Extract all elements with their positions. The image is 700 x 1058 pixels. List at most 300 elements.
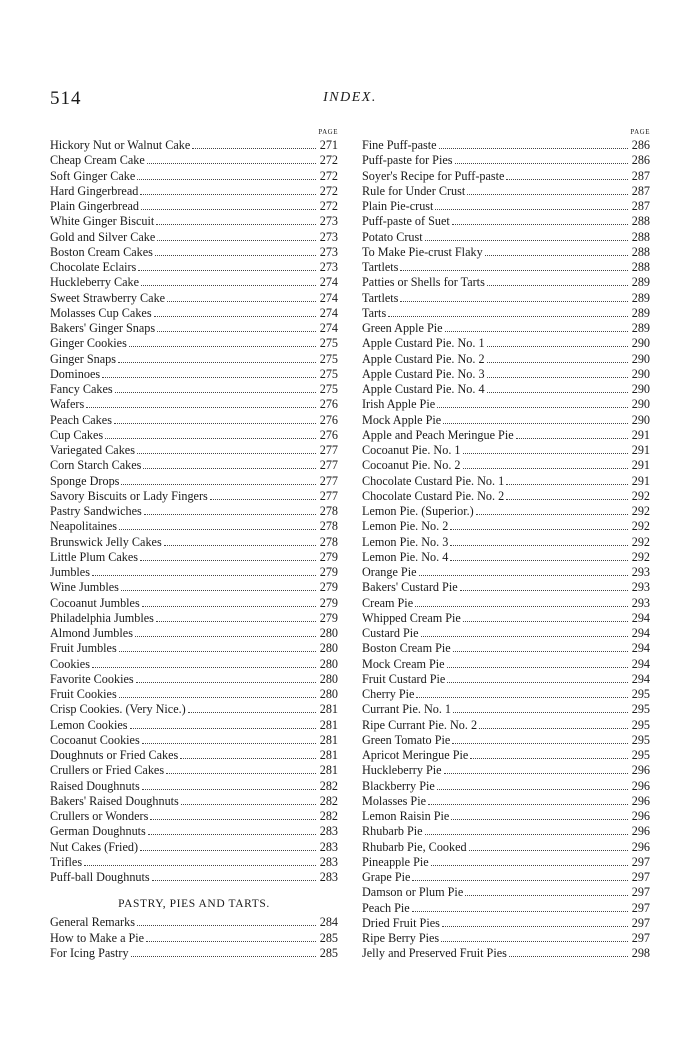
entry-page-number: 289 xyxy=(631,275,650,290)
entry-page-number: 294 xyxy=(631,641,650,656)
entry-page-number: 282 xyxy=(319,793,338,808)
entry-page-number: 278 xyxy=(319,519,338,534)
dot-leader xyxy=(419,565,629,576)
entry-page-number: 288 xyxy=(631,229,650,244)
entry-page-number: 281 xyxy=(319,763,338,778)
dot-leader xyxy=(451,809,628,820)
dot-leader xyxy=(485,245,628,256)
dot-leader xyxy=(150,809,316,820)
entry-page-number: 280 xyxy=(319,626,338,640)
entry-page-number: 275 xyxy=(319,382,338,396)
index-entry xyxy=(362,901,650,916)
index-entry xyxy=(362,275,650,290)
index-entry xyxy=(362,885,650,900)
dot-leader xyxy=(114,413,316,424)
dot-leader xyxy=(487,275,628,286)
index-entry xyxy=(50,230,338,245)
entry-page-number: 281 xyxy=(319,717,338,732)
dot-leader xyxy=(460,580,628,591)
entry-label: Gold and Silver Cake xyxy=(50,229,156,244)
page-column-label: PAGE xyxy=(318,128,338,136)
index-entry xyxy=(50,397,338,412)
entry-label: Apple Custard Pie. No. 2 xyxy=(362,351,485,366)
index-entry xyxy=(362,474,650,489)
entry-page-number: 274 xyxy=(319,305,338,320)
dot-leader xyxy=(118,352,316,363)
entry-page-number: 295 xyxy=(631,717,650,732)
entry-label: Fruit Cookies xyxy=(50,687,117,701)
entry-page-number: 276 xyxy=(319,427,338,442)
entry-label: Sweet Strawberry Cake xyxy=(50,290,166,305)
index-entry xyxy=(50,367,338,382)
index-entry xyxy=(50,565,338,580)
entry-label: Little Plum Cakes xyxy=(50,549,139,564)
entry-label: Fruit Jumbles xyxy=(50,641,117,656)
entry-page-number: 293 xyxy=(631,595,650,610)
entry-page-number: 280 xyxy=(319,641,338,656)
index-entry xyxy=(50,794,338,809)
index-entry xyxy=(50,687,338,702)
dot-leader xyxy=(92,657,316,668)
entry-page-number: 272 xyxy=(319,153,338,168)
dot-leader xyxy=(412,870,628,881)
index-entry xyxy=(50,458,338,473)
dot-leader xyxy=(115,382,316,393)
entry-page-number: 280 xyxy=(319,687,338,701)
dot-leader xyxy=(210,489,316,500)
entry-page-number: 291 xyxy=(631,458,650,473)
index-entry xyxy=(362,748,650,763)
entry-label: Pastry Sandwiches xyxy=(50,504,142,518)
entry-label: Ginger Cookies xyxy=(50,336,127,351)
dot-leader xyxy=(467,184,628,195)
entry-page-number: 280 xyxy=(319,671,338,686)
dot-leader xyxy=(506,489,628,500)
index-entry xyxy=(50,291,338,306)
entry-label: Bakers' Custard Pie xyxy=(362,580,458,595)
index-entry xyxy=(362,535,650,550)
dot-leader xyxy=(143,458,316,469)
dot-leader xyxy=(453,641,628,652)
entry-label: Lemon Raisin Pie xyxy=(362,809,450,823)
entry-label: Hard Gingerbread xyxy=(50,183,139,198)
dot-leader xyxy=(188,702,316,713)
dot-leader xyxy=(180,748,316,759)
index-entry xyxy=(362,199,650,214)
index-entry xyxy=(50,535,338,550)
dot-leader xyxy=(136,672,316,683)
entry-label: Cocoanut Pie. No. 1 xyxy=(362,443,461,457)
dot-leader xyxy=(152,870,316,881)
dot-leader xyxy=(141,199,316,210)
entry-page-number: 291 xyxy=(631,473,650,488)
entry-page-number: 297 xyxy=(631,854,650,869)
entry-label: Rhubarb Pie xyxy=(362,824,423,839)
dot-leader xyxy=(463,458,628,469)
dot-leader xyxy=(140,184,316,195)
entry-page-number: 296 xyxy=(631,824,650,839)
entry-label: Puff-ball Doughnuts xyxy=(50,870,150,884)
dot-leader xyxy=(412,901,628,912)
dot-leader xyxy=(147,153,316,164)
entry-label: Cocoanut Cookies xyxy=(50,732,140,747)
entry-page-number: 298 xyxy=(631,946,650,961)
entry-label: Cup Cakes xyxy=(50,427,104,442)
dot-leader xyxy=(415,596,628,607)
entry-label: Cheap Cream Cake xyxy=(50,153,145,168)
dot-leader xyxy=(388,306,628,317)
section-title: PASTRY, PIES AND TARTS. xyxy=(118,898,270,911)
dot-leader xyxy=(452,214,628,225)
entry-label: Cherry Pie xyxy=(362,687,415,701)
index-entry xyxy=(362,733,650,748)
index-entry xyxy=(362,245,650,260)
index-entry xyxy=(362,641,650,656)
index-entry xyxy=(362,824,650,839)
entry-label: Fruit Custard Pie xyxy=(362,671,446,686)
entry-page-number: 283 xyxy=(319,854,338,869)
entry-page-number: 295 xyxy=(631,748,650,762)
entry-label: Dried Fruit Pies xyxy=(362,915,440,930)
entry-page-number: 286 xyxy=(631,138,650,152)
entry-page-number: 274 xyxy=(319,290,338,305)
entry-label: Soyer's Recipe for Puff-paste xyxy=(362,168,505,183)
entry-page-number: 287 xyxy=(631,168,650,183)
entry-page-number: 283 xyxy=(319,870,338,884)
entry-label: Potato Crust xyxy=(362,229,423,244)
page-header xyxy=(50,88,650,112)
dot-leader xyxy=(121,474,316,485)
dot-leader xyxy=(84,855,316,866)
dot-leader xyxy=(450,535,628,546)
entry-label: Rule for Under Crust xyxy=(362,183,466,198)
dot-leader xyxy=(450,550,628,561)
dot-leader xyxy=(137,169,316,180)
entry-label: Savory Biscuits or Lady Fingers xyxy=(50,488,208,503)
entry-page-number: 273 xyxy=(319,229,338,244)
dot-leader xyxy=(439,138,628,149)
entry-label: Whipped Cream Pie xyxy=(362,610,461,625)
entry-page-number: 285 xyxy=(319,945,338,960)
index-entry xyxy=(50,855,338,870)
entry-label: Green Tomato Pie xyxy=(362,732,451,747)
index-entry xyxy=(50,352,338,367)
index-entry xyxy=(50,931,338,946)
entry-label: Apple and Peach Meringue Pie xyxy=(362,427,514,442)
index-entry xyxy=(362,809,650,824)
index-entry xyxy=(362,519,650,534)
entry-page-number: 296 xyxy=(631,839,650,854)
index-entry xyxy=(50,840,338,855)
index-entry xyxy=(362,916,650,931)
entry-label: Patties or Shells for Tarts xyxy=(362,275,485,290)
entry-page-number: 294 xyxy=(631,626,650,640)
entry-page-number: 277 xyxy=(319,488,338,503)
page-column-label: PAGE xyxy=(630,128,650,136)
entry-label: Huckleberry Cake xyxy=(50,275,139,290)
index-entry xyxy=(50,199,338,214)
entry-label: Cream Pie xyxy=(362,595,414,610)
dot-leader xyxy=(447,672,628,683)
index-entry xyxy=(362,702,650,717)
index-entry xyxy=(50,915,338,930)
dot-leader xyxy=(435,199,628,210)
entry-page-number: 293 xyxy=(631,565,650,579)
entry-label: Wine Jumbles xyxy=(50,580,119,595)
entry-page-number: 295 xyxy=(631,702,650,717)
entry-page-number: 273 xyxy=(319,244,338,259)
dot-leader xyxy=(443,413,628,424)
entry-label: Crullers or Wonders xyxy=(50,809,149,823)
entry-label: Chocolate Eclairs xyxy=(50,260,137,274)
dot-leader xyxy=(167,291,316,302)
entry-label: Chocolate Custard Pie. No. 2 xyxy=(362,488,505,503)
index-entry xyxy=(50,260,338,275)
index-entry xyxy=(362,428,650,443)
index-entry xyxy=(50,809,338,824)
dot-leader xyxy=(142,733,316,744)
entry-label: Plain Gingerbread xyxy=(50,199,140,213)
index-entry xyxy=(362,504,650,519)
dot-leader xyxy=(141,275,316,286)
index-entry xyxy=(362,397,650,412)
index-entry xyxy=(50,443,338,458)
entry-label: Nut Cakes (Fried) xyxy=(50,839,139,854)
entry-page-number: 277 xyxy=(319,443,338,457)
entry-label: Apple Custard Pie. No. 4 xyxy=(362,382,485,396)
entry-page-number: 273 xyxy=(319,260,338,274)
index-entry xyxy=(50,382,338,397)
entry-label: Jumbles xyxy=(50,565,90,579)
index-entry xyxy=(362,169,650,184)
dot-leader xyxy=(140,840,316,851)
index-entry xyxy=(362,153,650,168)
index-entry xyxy=(50,824,338,839)
entry-page-number: 276 xyxy=(319,412,338,427)
entry-label: Tartlets xyxy=(362,290,399,305)
entry-label: Lemon Pie. No. 4 xyxy=(362,549,449,564)
entry-label: Pineapple Pie xyxy=(362,854,429,869)
entry-page-number: 282 xyxy=(319,778,338,793)
index-entry xyxy=(362,214,650,229)
entry-label: Mock Cream Pie xyxy=(362,656,445,671)
dot-leader xyxy=(166,763,316,774)
entry-label: German Doughnuts xyxy=(50,824,146,839)
index-entry xyxy=(362,443,650,458)
index-entry xyxy=(362,336,650,351)
entry-label: Raised Doughnuts xyxy=(50,778,140,793)
entry-label: Corn Starch Cakes xyxy=(50,458,142,473)
index-entry xyxy=(362,870,650,885)
entry-page-number: 292 xyxy=(631,534,650,549)
dot-leader xyxy=(148,824,316,835)
entry-label: To Make Pie-crust Flaky xyxy=(362,244,483,259)
index-entry xyxy=(362,718,650,733)
entry-label: Tartlets xyxy=(362,260,399,274)
entry-label: Lemon Cookies xyxy=(50,717,128,732)
index-entry xyxy=(50,611,338,626)
entry-label: Molasses Pie xyxy=(362,793,426,808)
index-entry xyxy=(362,855,650,870)
index-entry xyxy=(362,382,650,397)
dot-leader xyxy=(181,794,316,805)
entry-page-number: 275 xyxy=(319,351,338,366)
entry-label: Cocoanut Jumbles xyxy=(50,595,140,610)
dot-leader xyxy=(437,779,628,790)
dot-leader xyxy=(130,718,316,729)
entry-page-number: 282 xyxy=(319,809,338,823)
entry-page-number: 275 xyxy=(319,336,338,351)
dot-leader xyxy=(192,138,316,149)
entry-label: Ripe Berry Pies xyxy=(362,931,440,945)
index-entry xyxy=(50,336,338,351)
entry-page-number: 279 xyxy=(319,580,338,595)
entry-page-number: 296 xyxy=(631,763,650,778)
dot-leader xyxy=(444,763,628,774)
entry-label: Apricot Meringue Pie xyxy=(362,748,469,762)
dot-leader xyxy=(119,519,316,530)
entry-label: Crullers or Fried Cakes xyxy=(50,763,165,778)
index-entry xyxy=(362,230,650,245)
entry-label: Philadelphia Jumbles xyxy=(50,610,154,625)
entry-page-number: 288 xyxy=(631,260,650,274)
index-entry xyxy=(50,413,338,428)
entry-page-number: 294 xyxy=(631,671,650,686)
entry-page-number: 274 xyxy=(319,321,338,335)
entry-page-number: 272 xyxy=(319,199,338,213)
entry-label: Damson or Plum Pie xyxy=(362,885,464,900)
dot-leader xyxy=(86,397,316,408)
dot-leader xyxy=(453,702,628,713)
entry-page-number: 283 xyxy=(319,839,338,854)
entry-label: For Icing Pastry xyxy=(50,945,129,960)
index-entry xyxy=(50,474,338,489)
entry-label: Chocolate Custard Pie. No. 1 xyxy=(362,473,505,488)
entry-label: Jelly and Preserved Fruit Pies xyxy=(362,946,507,961)
index-entry xyxy=(362,138,650,153)
entry-page-number: 279 xyxy=(319,565,338,579)
dot-leader xyxy=(157,321,316,332)
entry-page-number: 297 xyxy=(631,900,650,915)
index-entry xyxy=(50,275,338,290)
entry-label: Fine Puff-paste xyxy=(362,138,437,152)
dot-leader xyxy=(506,474,628,485)
entry-page-number: 279 xyxy=(319,549,338,564)
entry-label: Mock Apple Pie xyxy=(362,412,442,427)
entry-page-number: 291 xyxy=(631,427,650,442)
index-entry xyxy=(50,169,338,184)
dot-leader xyxy=(476,504,628,515)
entry-label: Crisp Cookies. (Very Nice.) xyxy=(50,702,186,717)
entry-page-number: 296 xyxy=(631,793,650,808)
entry-label: Boston Cream Cakes xyxy=(50,244,153,259)
index-entry xyxy=(362,184,650,199)
dot-leader xyxy=(400,291,628,302)
entry-label: General Remarks xyxy=(50,915,135,930)
index-entry xyxy=(50,763,338,778)
entry-label: Apple Custard Pie. No. 1 xyxy=(362,336,485,351)
entry-label: Peach Pie xyxy=(362,900,410,915)
index-entry xyxy=(50,870,338,885)
dot-leader xyxy=(135,626,316,637)
entry-page-number: 293 xyxy=(631,580,650,595)
index-entry xyxy=(50,641,338,656)
index-entry xyxy=(50,550,338,565)
entry-label: Trifles xyxy=(50,854,83,869)
dot-leader xyxy=(131,946,316,957)
entry-label: Green Apple Pie xyxy=(362,321,443,335)
index-entry xyxy=(362,306,650,321)
entry-page-number: 288 xyxy=(631,214,650,229)
dot-leader xyxy=(119,641,316,652)
dot-leader xyxy=(105,428,316,439)
index-entry xyxy=(50,626,338,641)
entry-page-number: 290 xyxy=(631,366,650,381)
entry-page-number: 295 xyxy=(631,732,650,747)
index-column-left xyxy=(50,126,338,961)
entry-page-number: 272 xyxy=(319,168,338,183)
dot-leader xyxy=(465,885,628,896)
entry-label: Puff-paste for Pies xyxy=(362,153,453,168)
entry-label: Boston Cream Pie xyxy=(362,641,451,656)
index-entry xyxy=(50,718,338,733)
entry-label: Variegated Cakes xyxy=(50,443,135,457)
entry-page-number: 290 xyxy=(631,412,650,427)
dot-leader xyxy=(469,840,628,851)
index-entry xyxy=(362,763,650,778)
entry-page-number: 272 xyxy=(319,183,338,198)
entry-label: Currant Pie. No. 1 xyxy=(362,702,452,717)
index-entry xyxy=(362,550,650,565)
index-entry xyxy=(362,352,650,367)
entry-page-number: 278 xyxy=(319,534,338,549)
dot-leader xyxy=(487,367,628,378)
entry-label: Tarts xyxy=(362,305,387,320)
entry-page-number: 297 xyxy=(631,931,650,945)
index-entry xyxy=(362,489,650,504)
index-column-right xyxy=(362,126,650,962)
entry-page-number: 292 xyxy=(631,504,650,518)
index-entry xyxy=(362,779,650,794)
dot-leader xyxy=(138,260,316,271)
entry-page-number: 296 xyxy=(631,778,650,793)
dot-leader xyxy=(441,931,628,942)
dot-leader xyxy=(437,397,628,408)
entry-label: Cocoanut Pie. No. 2 xyxy=(362,458,461,473)
entry-page-number: 286 xyxy=(631,153,650,168)
index-entry xyxy=(362,291,650,306)
entry-label: Molasses Cup Cakes xyxy=(50,305,152,320)
entry-label: Lemon Pie. (Superior.) xyxy=(362,504,474,518)
index-entry xyxy=(362,321,650,336)
entry-page-number: 296 xyxy=(631,809,650,823)
index-entry xyxy=(362,626,650,641)
entry-page-number: 292 xyxy=(631,549,650,564)
dot-leader xyxy=(137,443,316,454)
index-entry xyxy=(362,687,650,702)
dot-leader xyxy=(452,733,628,744)
entry-label: Peach Cakes xyxy=(50,412,112,427)
dot-leader xyxy=(509,946,628,957)
index-entry xyxy=(362,367,650,382)
entry-label: Soft Ginger Cake xyxy=(50,168,136,183)
index-entry xyxy=(362,596,650,611)
dot-leader xyxy=(425,230,628,241)
entry-page-number: 287 xyxy=(631,199,650,213)
dot-leader xyxy=(102,367,316,378)
index-entry xyxy=(50,321,338,336)
dot-leader xyxy=(455,153,629,164)
